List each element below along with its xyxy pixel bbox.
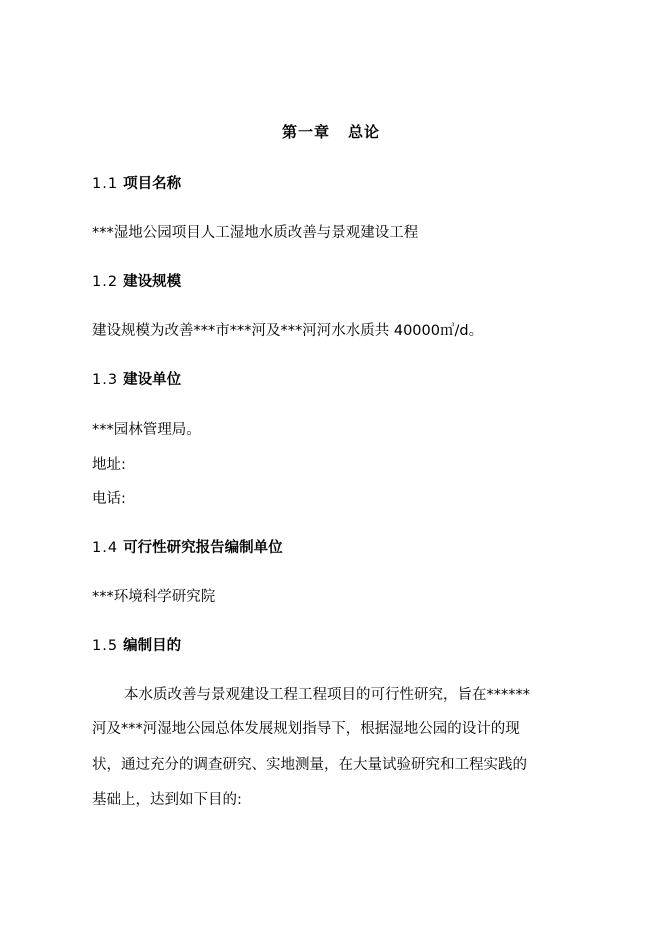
section-body-1-1: ***湿地公园项目人工湿地水质改善与景观建设工程 [92,225,419,241]
section-body-1-4: ***环境科学研究院 [92,589,216,605]
chapter-title [0,121,662,142]
section-title: 建设单位 [123,372,182,388]
section-heading-1-3 [92,370,181,390]
paragraph-line: 河及***河湿地公园总体发展规划指导下，根据湿地公园的设计的现 [92,721,520,737]
section-number: 1.4 [92,540,119,556]
phone-label: 电话: [92,491,126,507]
paragraph-line: 本水质改善与景观建设工程工程项目的可行性研究，旨在****** [124,687,530,703]
section-heading-1-4 [92,538,283,558]
section-heading-1-2 [92,272,181,292]
section-heading-1-5 [92,636,181,656]
section-heading-1-1 [92,174,181,194]
chapter-name: 总论 [348,123,381,141]
section-title: 可行性研究报告编制单位 [123,540,283,556]
section-number: 1.5 [92,638,119,654]
paragraph-line: 基础上，达到如下目的: [92,792,242,808]
section-number: 1.3 [92,372,119,388]
section-number: 1.1 [92,176,119,192]
section-title: 编制目的 [123,638,182,654]
section-title: 项目名称 [123,176,182,192]
section-body-1-3: ***园林管理局。 [92,422,201,438]
chapter-number: 第一章 [281,123,330,141]
section-number: 1.2 [92,274,119,290]
address-label: 地址: [92,457,126,473]
paragraph-line: 状，通过充分的调查研究、实地测量，在大量试验研究和工程实践的 [92,757,527,773]
section-title: 建设规模 [123,274,182,290]
section-body-1-2: 建设规模为改善***市***河及***河河水水质共 40000㎥/d。 [92,323,484,339]
